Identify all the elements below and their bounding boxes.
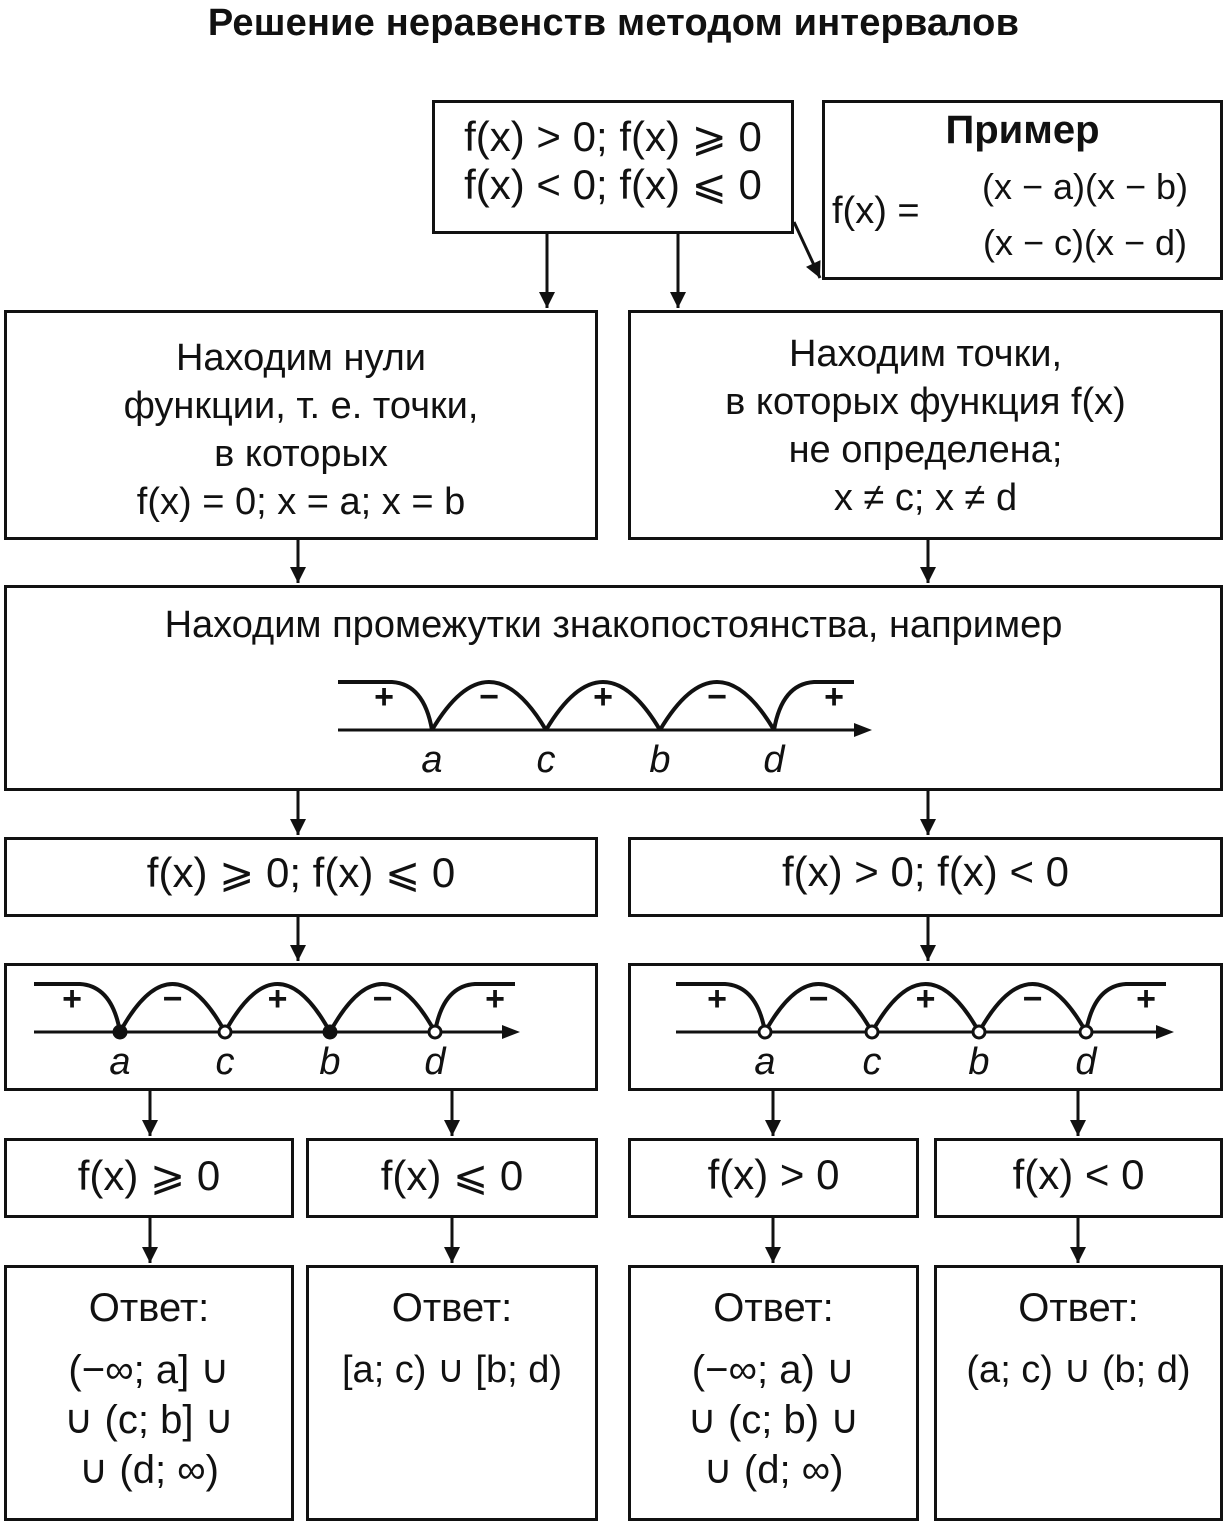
nonstrict-line-point-b: [324, 1026, 336, 1038]
arrow-nonstrict-to-line-head: [290, 945, 306, 961]
nonstrict-line-sign-4: −: [372, 980, 393, 1018]
case-4-answer-label: Ответ:: [1018, 1286, 1139, 1330]
intervals-heading: Находим промежутки знакопостоянства, например: [164, 604, 1063, 646]
intervals-line-axis-arrowhead: [854, 723, 872, 737]
arrow-to-case-1-head: [142, 1120, 158, 1136]
example-lhs: f(x) =: [832, 190, 920, 232]
nonstrict-line-sign-3: +: [267, 980, 288, 1018]
case-3-answer-label: Ответ:: [713, 1286, 834, 1330]
arrow-to-undefined-box-head: [670, 292, 686, 308]
case-1-condition: f(x) ⩾ 0: [77, 1152, 221, 1199]
nonstrict-line-point-c: [219, 1026, 231, 1038]
arrow-to-answer-2-head: [444, 1247, 460, 1263]
zeros-line-2: функции, т. е. точки,: [123, 385, 479, 427]
arrow-to-zeros-box-head: [539, 292, 555, 308]
case-3-answer-line-2: ∪ (c; b) ∪: [687, 1398, 860, 1442]
strict-line-label-c: c: [862, 1041, 882, 1083]
strict-line-sign-5: +: [1136, 980, 1156, 1018]
undefined-line-4: x ≠ c; x ≠ d: [833, 477, 1018, 519]
zeros-line-3: в которых: [214, 433, 388, 475]
intervals-line-label-c: c: [536, 739, 556, 781]
nonstrict-line-label-c: c: [215, 1041, 235, 1083]
case-1-answer-line-3: ∪ (d; ∞): [78, 1448, 220, 1492]
strict-line-point-b: [973, 1026, 985, 1038]
intervals-line-sign-4: −: [707, 678, 727, 716]
arrow-to-answer-4-head: [1070, 1247, 1086, 1263]
intervals-line-label-d: d: [763, 739, 785, 781]
strict-line-label-d: d: [1075, 1041, 1097, 1083]
strict-line-axis-arrowhead: [1156, 1025, 1174, 1039]
nonstrict-line-sign-1: +: [62, 980, 82, 1018]
example-denominator: (x − c)(x − d): [982, 222, 1188, 263]
case-2-answer-line-1: [a; c) ∪ [b; d): [342, 1349, 562, 1391]
strict-text: f(x) > 0; f(x) < 0: [781, 848, 1070, 895]
nonstrict-line-point-d: [429, 1026, 441, 1038]
strict-line-label-b: b: [968, 1041, 990, 1083]
arrow-intervals-to-nonstrict-head: [290, 819, 306, 835]
undefined-line-2: в которых функция f(x): [725, 381, 1126, 423]
arrow-intervals-to-strict-head: [920, 819, 936, 835]
strict-line-point-d: [1080, 1026, 1092, 1038]
inequalities-line-1: f(x) > 0; f(x) ⩾ 0: [464, 113, 762, 160]
undefined-line-1: Находим точки,: [788, 333, 1062, 375]
intervals-line-sign-2: −: [479, 678, 499, 716]
strict-line-sign-1: +: [707, 980, 727, 1018]
case-3-answer-line-3: ∪ (d; ∞): [703, 1448, 844, 1492]
arrow-strict-to-line-head: [920, 945, 936, 961]
nonstrict-line-label-b: b: [319, 1041, 341, 1083]
diagram-title: Решение неравенств методом интервалов: [207, 2, 1020, 44]
intervals-line-label-b: b: [649, 739, 671, 781]
arrow-to-case-2-head: [444, 1120, 460, 1136]
nonstrict-line-point-a: [114, 1026, 126, 1038]
case-1-answer-line-2: ∪ (c; b] ∪: [64, 1398, 234, 1442]
intervals-line-sign-1: +: [374, 678, 394, 716]
nonstrict-line-label-d: d: [424, 1041, 446, 1083]
arrow-zeros-to-intervals-head: [290, 567, 306, 583]
nonstrict-line-sign-5: +: [485, 980, 505, 1018]
case-1-answer-label: Ответ:: [88, 1286, 210, 1330]
intervals-line-sign-5: +: [824, 678, 844, 716]
intervals-line-sign-3: +: [593, 678, 613, 716]
strict-line-point-c: [866, 1026, 878, 1038]
case-4-answer-line-1: (a; c) ∪ (b; d): [966, 1349, 1191, 1391]
strict-line-label-a: a: [754, 1041, 776, 1083]
undefined-line-3: не определена;: [788, 429, 1063, 471]
case-3-condition: f(x) > 0: [707, 1151, 840, 1198]
case-2-condition: f(x) ⩽ 0: [380, 1152, 524, 1199]
case-3-answer-line-1: (−∞; a) ∪: [691, 1348, 856, 1392]
strict-line-sign-3: +: [915, 980, 936, 1018]
strict-line-sign-2: −: [808, 980, 829, 1018]
example-numerator: (x − a)(x − b): [981, 166, 1189, 207]
case-1-answer-line-1: (−∞; a] ∪: [68, 1348, 230, 1392]
case-4-condition: f(x) < 0: [1012, 1151, 1145, 1198]
arrow-to-answer-3-head: [765, 1247, 781, 1263]
arrow-to-answer-1-head: [142, 1247, 158, 1263]
case-2-answer-label: Ответ:: [391, 1286, 513, 1330]
arrow-to-case-4-head: [1070, 1120, 1086, 1136]
arrow-to-case-3-head: [765, 1120, 781, 1136]
nonstrict-text: f(x) ⩾ 0; f(x) ⩽ 0: [146, 849, 456, 896]
example-heading: Пример: [945, 108, 1100, 152]
zeros-line-1: Находим нули: [175, 337, 427, 379]
arrow-undefined-to-intervals-head: [920, 567, 936, 583]
strict-line-sign-4: −: [1022, 980, 1043, 1018]
strict-line-point-a: [759, 1026, 771, 1038]
nonstrict-line-label-a: a: [109, 1041, 131, 1083]
nonstrict-line-sign-2: −: [162, 980, 183, 1018]
nonstrict-line-axis-arrowhead: [502, 1025, 520, 1039]
zeros-line-4: f(x) = 0; x = a; x = b: [136, 481, 466, 523]
intervals-line-label-a: a: [421, 739, 443, 781]
inequalities-line-2: f(x) < 0; f(x) ⩽ 0: [464, 161, 762, 208]
